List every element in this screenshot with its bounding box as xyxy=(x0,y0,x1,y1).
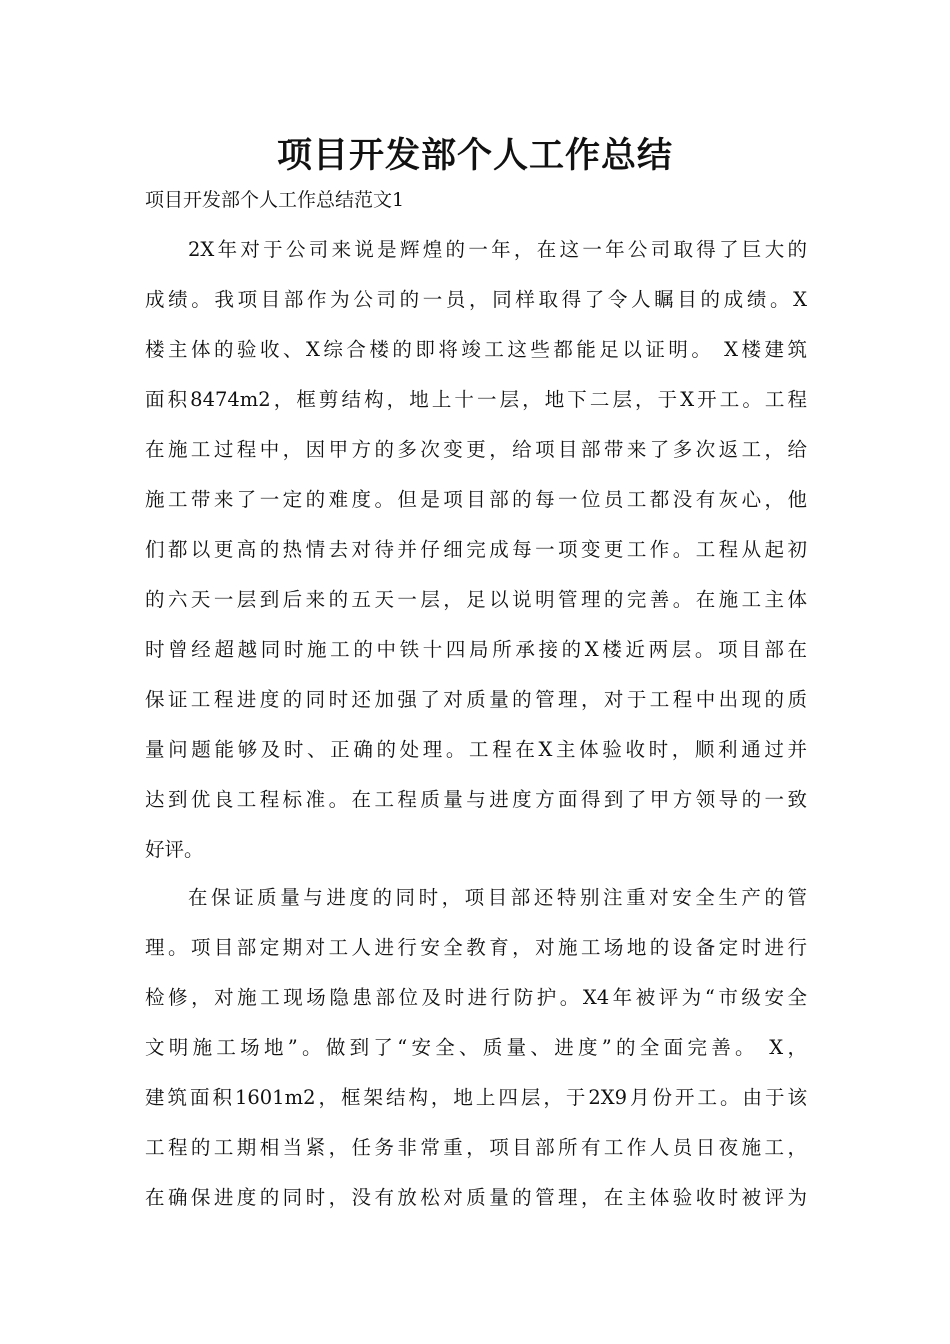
document-subtitle: 项目开发部个人工作总结范文1 xyxy=(145,189,405,211)
paragraph-line: 在确保进度的同时，没有放松对质量的管理，在主体验收时被评为 xyxy=(145,1186,807,1209)
paragraph-line: 施工带来了一定的难度。但是项目部的每一位员工都没有灰心，他 xyxy=(145,488,807,511)
paragraph-line: 工程的工期相当紧，任务非常重，项目部所有工作人员日夜施工， xyxy=(145,1136,807,1159)
paragraph-line: 保证工程进度的同时还加强了对质量的管理，对于工程中出现的质 xyxy=(145,688,807,711)
paragraph-line: 文明施工场地”。做到了“安全、质量、进度”的全面完善。 X， xyxy=(145,1036,807,1059)
paragraph-line: 面积8474m2，框剪结构，地上十一层，地下二层，于X开工。工程 xyxy=(145,388,807,411)
paragraph-line: 的六天一层到后来的五天一层，足以说明管理的完善。在施工主体 xyxy=(145,588,807,611)
paragraph-line: 们都以更高的热情去对待并仔细完成每一项变更工作。工程从起初 xyxy=(145,538,807,561)
paragraph-line: 检修，对施工现场隐患部位及时进行防护。X4年被评为“市级安全 xyxy=(145,986,807,1009)
paragraph-line: 建筑面积1601m2，框架结构，地上四层，于2X9月份开工。由于该 xyxy=(145,1086,807,1109)
paragraph-line: 成绩。我项目部作为公司的一员，同样取得了令人瞩目的成绩。X xyxy=(145,288,807,311)
paragraph-line: 理。项目部定期对工人进行安全教育，对施工场地的设备定时进行 xyxy=(145,936,807,959)
paragraph-line: 2X年对于公司来说是辉煌的一年，在这一年公司取得了巨大的 xyxy=(188,238,807,261)
paragraph-line: 在保证质量与进度的同时，项目部还特别注重对安全生产的管 xyxy=(188,886,807,909)
document-title: 项目开发部个人工作总结 xyxy=(276,136,673,176)
paragraph-line: 楼主体的验收、X综合楼的即将竣工这些都能足以证明。 X楼建筑 xyxy=(145,338,807,361)
paragraph-line: 量问题能够及时、正确的处理。工程在X主体验收时，顺利通过并 xyxy=(145,738,807,761)
paragraph-line: 达到优良工程标准。在工程质量与进度方面得到了甲方领导的一致 xyxy=(145,788,807,811)
paragraph-line: 时曾经超越同时施工的中铁十四局所承接的X楼近两层。项目部在 xyxy=(145,638,807,661)
paragraph-line: 在施工过程中，因甲方的多次变更，给项目部带来了多次返工，给 xyxy=(145,438,807,461)
paragraph-line: 好评。 xyxy=(145,838,204,861)
